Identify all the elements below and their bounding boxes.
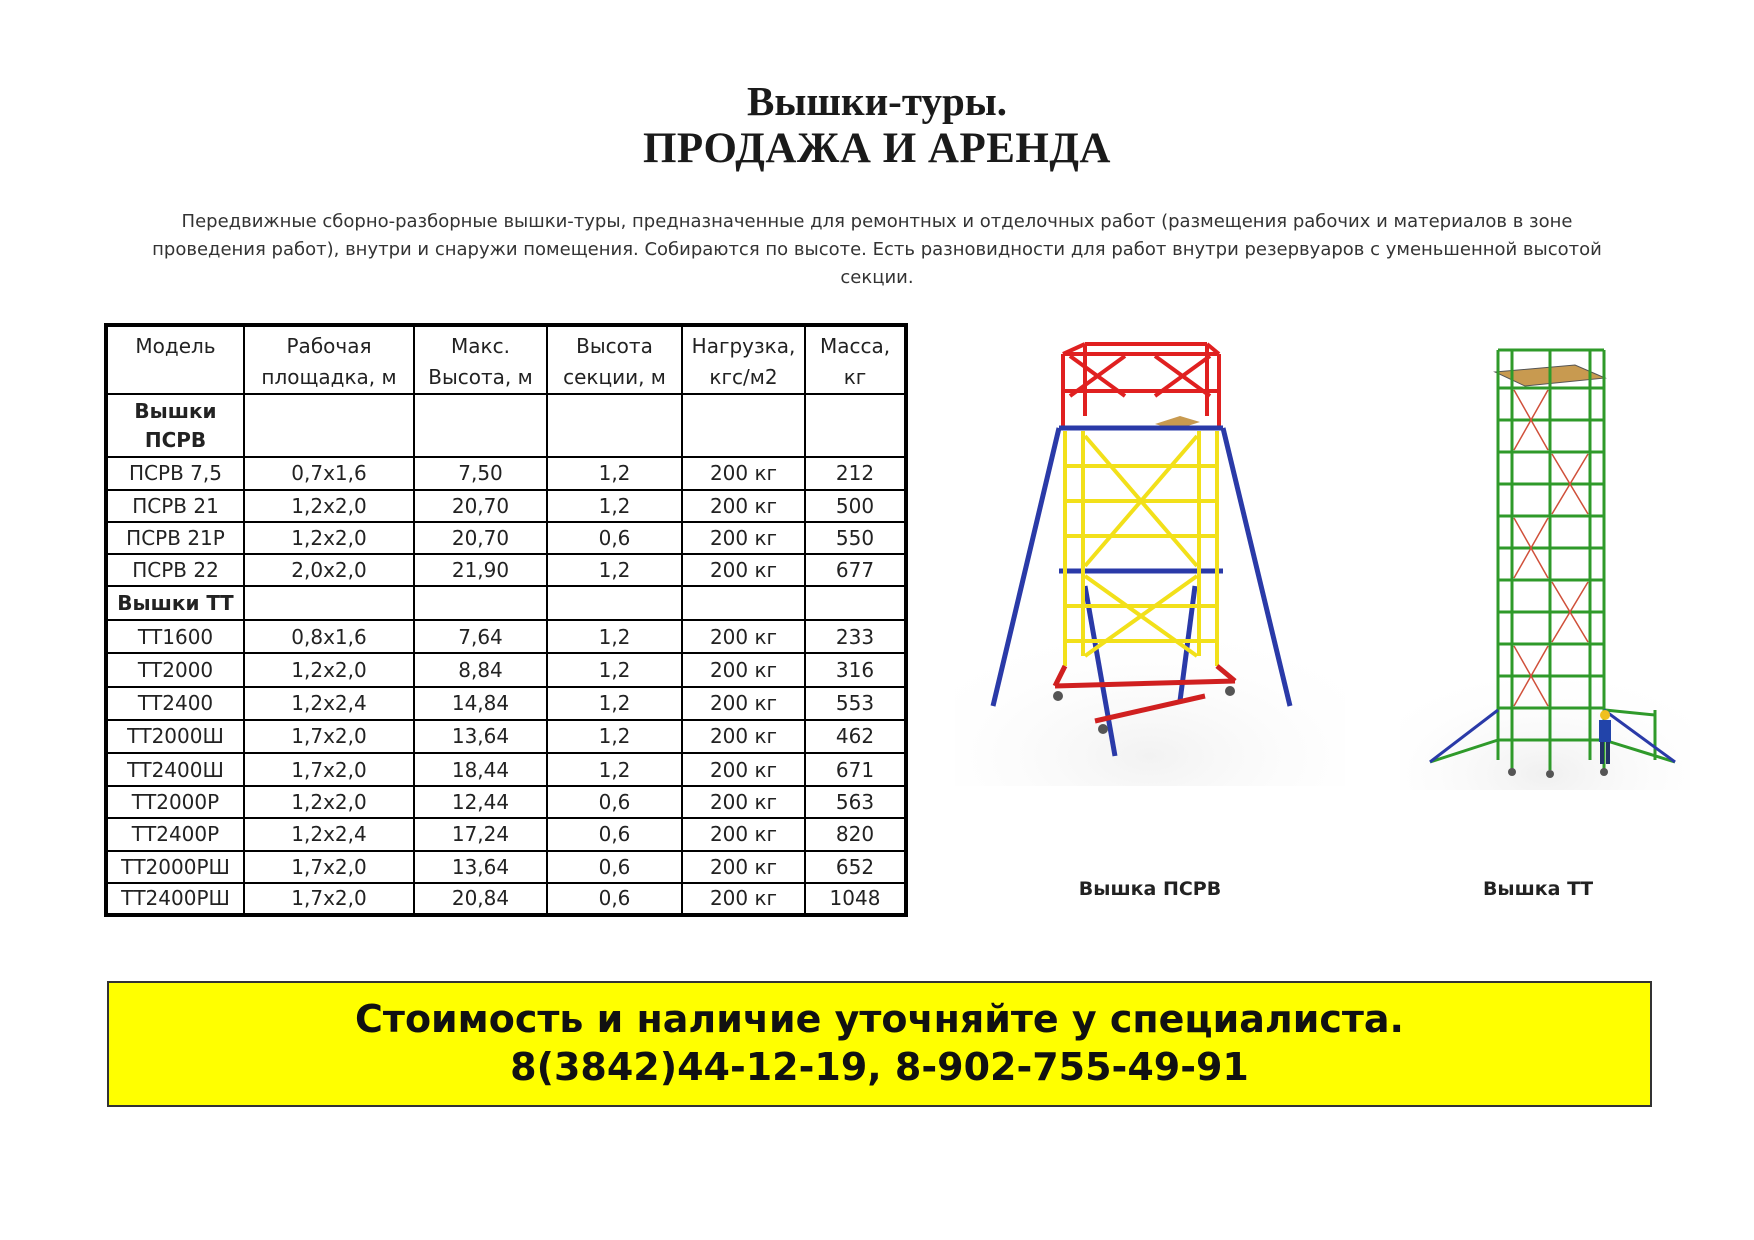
table-row: ТТ1600 0,8x1,6 7,64 1,2 200 кг 233 xyxy=(106,620,906,653)
tt-caption: Вышка ТТ xyxy=(1482,878,1594,900)
intro-paragraph xyxy=(130,208,1624,292)
table-row: ТТ2400Ш 1,7x2,0 18,44 1,2 200 кг 671 xyxy=(106,753,906,786)
table-row: ТТ2000 1,2x2,0 8,84 1,2 200 кг 316 xyxy=(106,653,906,686)
specs-table xyxy=(104,323,908,917)
table-header-row xyxy=(106,325,906,394)
intro-line-3: секции. xyxy=(840,267,914,288)
header-model: Модель xyxy=(106,325,244,394)
title-line-2: ПРОДАЖА И АРЕНДА xyxy=(642,125,1111,172)
group-label-tt: Вышки ТТ xyxy=(106,586,244,620)
banner-availability-text: Стоимость и наличие уточняйте у специалиста. xyxy=(355,997,1404,1041)
header-mass: Масса, кг xyxy=(805,325,906,394)
psrv-tower-illustration xyxy=(955,336,1345,786)
table-row: ТТ2400 1,2x2,4 14,84 1,2 200 кг 553 xyxy=(106,687,906,720)
table-row: ТТ2000Ш 1,7x2,0 13,64 1,2 200 кг 462 xyxy=(106,720,906,753)
contact-banner xyxy=(107,981,1652,1107)
psrv-caption: Вышка ПСРВ xyxy=(1078,878,1222,900)
tt-tower-illustration xyxy=(1400,330,1690,790)
table-row: ПСРВ 21Р 1,2x2,0 20,70 0,6 200 кг 550 xyxy=(106,522,906,554)
title-line-1: Вышки-туры. xyxy=(746,78,1008,124)
group-row-psrv xyxy=(106,394,906,457)
table-row: ТТ2000Р 1,2x2,0 12,44 0,6 200 кг 563 xyxy=(106,786,906,818)
table-row: ТТ2400РШ 1,7x2,0 20,84 0,6 200 кг 1048 xyxy=(106,883,906,915)
header-load: Нагрузка, кгс/м2 xyxy=(682,325,805,394)
page-title xyxy=(0,78,1754,174)
header-max-height: Макс. Высота, м xyxy=(414,325,547,394)
table-row: ТТ2000РШ 1,7x2,0 13,64 0,6 200 кг 652 xyxy=(106,851,906,883)
intro-line-1: Передвижные сборно-разборные вышки-туры, предназначенные для ремонтных и отделочных работ (размещения рабочих и материалов в зоне xyxy=(181,211,1573,232)
group-row-tt xyxy=(106,586,906,620)
group-label-psrv: Вышки ПСРВ xyxy=(106,394,244,457)
table-row: ПСРВ 22 2,0x2,0 21,90 1,2 200 кг 677 xyxy=(106,554,906,586)
header-platform: Рабочая площадка, м xyxy=(244,325,414,394)
table-row: ПСРВ 21 1,2x2,0 20,70 1,2 200 кг 500 xyxy=(106,490,906,522)
header-section-height: Высота секции, м xyxy=(547,325,682,394)
intro-line-2: проведения работ), внутри и снаружи помещения. Собираются по высоте. Есть разновидности для работ внутри резервуаров с уменьшенной высотой xyxy=(152,239,1602,260)
banner-phone-numbers: 8(3842)44-12-19, 8-902-755-49-91 xyxy=(510,1045,1249,1089)
table-row: ПСРВ 7,5 0,7x1,6 7,50 1,2 200 кг 212 xyxy=(106,457,906,489)
table-row: ТТ2400Р 1,2x2,4 17,24 0,6 200 кг 820 xyxy=(106,818,906,850)
